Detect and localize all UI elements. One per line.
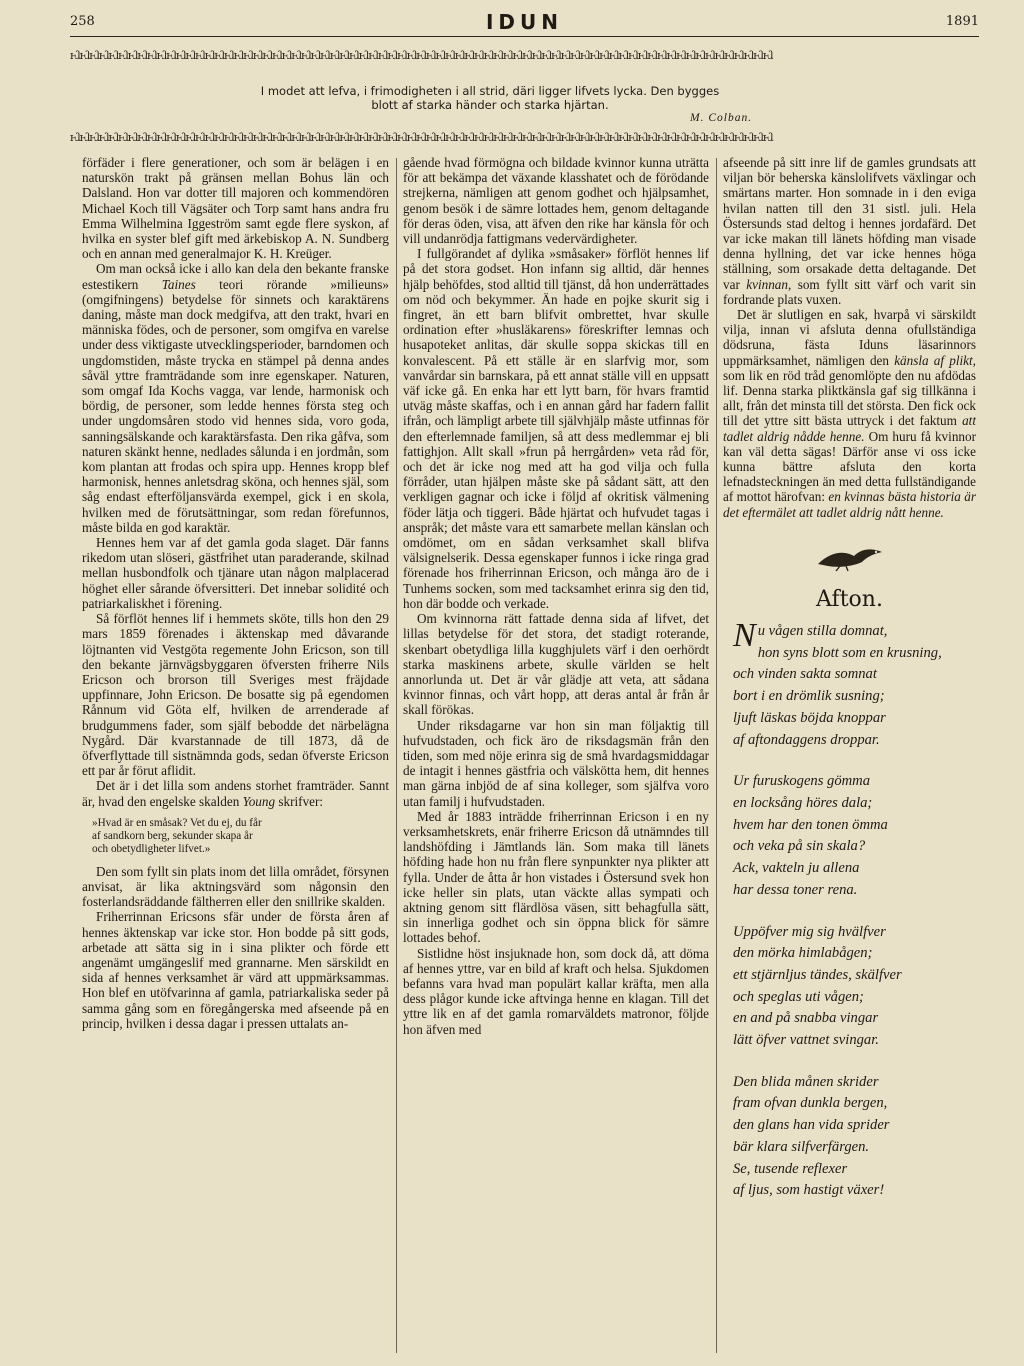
column-rule [716,158,717,1353]
paragraph: Under riksdagarne var hon sin man följaktig till hufvudstaden, och fick äro de riksdagsmän från den tiden, som med nöje erinra sig de små hvardagsmiddagar de intagit i hennes gästfria och välskötta hem, dit hennes man gärna inbjöd de af sina kolleger, som själfva voro utan familj i hufvudstaden. [403,717,709,809]
column-1 [82,155,389,1355]
poem-stanza: N u vågen stilla domnat, hon syns blott som en krusning, och vinden sakta somnat bort i en drömlik susning; ljuft läskas böjda knoppar af aftondaggens droppar. [733,617,942,748]
paragraph: Friherrinnan Ericsons sfär under de första åren af hennes äktenskap var icke stor. Hon bodde på sitt gods, arbetade att sätta sig in i sina plikter och förde ett angenämt umgängeslif med grannarne. Men särskildt en sida af hennes verksamhet är värd att uppmärksammas. Hon blef en utöfvarinna af gamla, patriarkaliska seder på samma gång som en föregångerska med afseende på en princip, hvilken i dessa dagar i pressen uttalats an- [82,909,389,1031]
poem-stanza: Ur furuskogens gömma en locksång höres dala; hvem har den tonen ömma och veka på sin skala? Ack, vakteln ju allena har dessa toner rena. [733,773,888,898]
paragraph: afseende på sitt inre lif de gamles grundsats att viljan bör beherska känslolifvets växlingar och smärtans marter. Hon somnade in i den eviga hvilan natten till den 31 sistl. juli. Hela Östersunds stad deltog i hennes jordafärd. Det var icke makan till länets höfding man visade denna hyllning, det var icke hennes höga ställning, som orsakade detta deltagande. Det var kvinnan, som fyllt sitt värf och varit sin fordrande plats vuxen. [723,155,976,307]
motto-line-2: blott af starka händer och starka hjärtan. [371,98,609,112]
column-rule [396,158,397,1353]
paragraph: I fullgörandet af dylika »småsaker» förflöt hennes lif på det stora godset. Hon infann sig alltid, där hennes hjälp behöfdes, stod alltid till tjänst, då hon underrättades om nöd och bekymmer. Än hade en pojke skurit sig i fingret, än ett barn blifvit ombrettet, hvar skulle ordination efter »husläkarens» föreskrifter lemnas och husapoteket anlitas, där skulle soppa skickas till en konvalescent. På ett ställe är en slarfvig mor, som vanvårdar sin barnskara, på ett annat ställe vill en uppsatt väf icke gå. En enka har ett lytt barn, för hvars framtid utväg måste skaffas, och i en annan gård har fadern fallit ifrån, och lämpligt arbete till självhjälp måste utfinnas för den efterlemnade familjen, så att dess medlemmar ej bli fattighjon. Allt skall »frun på herrgården» veta råd för, och det är icke nog med att ha god vilja och fulla förråder, utan hjälpen måste ske på sådant sätt, att den verkligen gagnar och icke i följd af okritisk välmening föder lätja och tiggeri. Både hjärtat och hufvudet tagas i anspråk; det måste vara ett samarbete mellan känslan och omdömet, om en sådan verksamhet skall blifva välsignelserik. Dessa egenskaper funnos i icke ringa grad förenade hos friherrinnan Ericson, och många äro de i Tunhems socken, som med tacksamhet erinra sig den tid, hon där bodde och verkade. [403,246,709,611]
motto-line-1: I modet att lefva, i frimodigheten i all strid, däri ligger lifvets lycka. Den bygges [260,84,720,98]
bird-vignette-icon [810,542,890,572]
paragraph: Med år 1883 inträdde friherrinnan Ericson i en ny verksamhetskrets, enär friherre Ericson då utnämndes till landshöfding i Jämtlands län. Som maka till länets höfding hade hon nu från flere synpunkter nya plikter att fylla. Under de åtta år hon vistades i Östersund svek hon icke heller sin plats, utan väckte allas sympati och aktning genom sitt flärdlösa väsen, sitt behagfulla sätt, sin innerliga godhet och sin öppna blick för sämre lottades behof. [403,808,709,946]
motto-author: M. Colban. [690,112,753,124]
column-3 [723,155,976,1355]
poem-stanza: Den blida månen skrider fram ofvan dunkla bergen, den glans han vida sprider bär klara silfverfärgen. Se, tusende reflexer af ljus, som hastigt växer! [733,1073,890,1199]
poem [723,617,976,1202]
year: 1891 [945,14,979,29]
paragraph: Om man också icke i allo kan dela den bekante franske estestikern Taines teori rörande »milieuns» (omgifningens) betydelse för sinnets och karaktärens daning, måste man dock medgifva, att den trakt, hvari en människa födes, och de personer, som omgifva en varelse under dess viktigaste utvecklingsperioder, barndomen och ungdomstiden, måste trycka en stämpel på denna andes såväl yttre framträdande som inre egenskaper. Naturen, som omgaf Ida Kochs vagga, var lende, harmonisk och bördig, de personer, som ledde hennes första steg och under ungdomsåren stodo vid hennes sida, voro goda, sanningsälskande och karaktärsfasta. Den rika gåfva, som naturen skänkt henne, nedlades sålunda i en jordmån, som kom plantan att frodas och spira upp. Hennes kropp blef harmonisk, hennes anletsdrag sköna, och hennes själ, som såg endast efterföljansvärda exempel, gick i en skola, hvilken med de förutsättningar, som redan förefunnos, måste bilda en god karaktär. [82,261,389,535]
drop-cap: N [733,617,756,655]
poem-stanza: Uppöfver mig sig hvälfver den mörka himlabågen; ett stjärnljus tändes, skälfver och speglas uti vågen; en and på snabba vingar lätt öfver vattnet svingar. [733,923,902,1049]
paragraph: Sistlidne höst insjuknade hon, som dock då, att döma af hennes yttre, var en bild af kraft och helsa. Sjukdomen befanns vara hvad man populärt kallar kräfta, men alla dess plågor kunde icke aftvinga henne en klagan. Till det yttre lik en af det gamla romarväldets matronor, följde hon äfven med [403,945,709,1037]
poem-title: Afton. [816,586,883,612]
paragraph: Det är i det lilla som andens storhet framträder. Sannt är, hvad den engelske skalden Young skrifver: [82,778,389,809]
paragraph: Den som fyllt sin plats inom det lilla området, försynen anvisat, är lika aktningsvärd som någonsin den fosterlandsräddande fältherren eller den snillrike skalden. [82,863,389,910]
paragraph: Så förflöt hennes lif i hemmets sköte, tills hon den 29 mars 1859 förenades i äktenskap med dåvarande löjtnanten vid Vestgöta regemente John Ericson, son till den bekante järnvägsbyggaren öfversten friherre Nils Ericson och brorson till Sveriges mest fräjdade uppfinnare, John Ericson. De bosatte sig på egendomen Rånnum vid Göta elf, hvilken de arrenderade af brudgummens fader, som själf bebodde det närbelägna Nygård. Där kvarstannade de till 1873, då de öfverflyttade till sistnämnda gods, sedan öfverste Ericson ett par år förut aflidit. [82,611,389,779]
paragraph: Hennes hem var af det gamla goda slaget. Där fanns rikedom utan slöseri, gästfrihet utan paraderande, skilnad mellan husbondfolk och tjänare utan någon malplacerad höghet eller sårande öfversitteri. Det innebar solidité och patriarkaliskhet i förening. [82,535,389,611]
quote: »Hvad är en småsak? Vet du ej, du får af sandkorn berg, sekunder skapa år och obetydligheter lifvet.» [92,816,262,855]
paragraph: gående hvad förmögna och bildade kvinnor kunna uträtta för att bekämpa det växande klasshatet och de förödande strejkerna, nämligen att genom godhet och hjälpsamhet, genom besök i de sämre lottades hem, genom deltagande för deras öden, visa, att äfven den rike har känsla för och vill undanrödja fattigmans vedervärdigheter. [403,155,709,247]
column-2 [403,155,709,1355]
motto [120,84,860,112]
paragraph: Det är slutligen en sak, hvarpå vi särskildt vilja, innan vi afsluta denna ofullständiga dödsruna, fästa Iduns läsarinnors uppmärksamhet, nämligen den känsla af plikt, som lik en röd tråd genomlöpte den nu afdödas lif. Denna starka pliktkänsla gaf sig tillkänna i allt, från det minsta till det största. Den fick ock till det yttre sitt bästa uttryck i det faktum att tadlet aldrig nådde henne. Om huru få kvinnor kan väl detta sägas! Därför anse vi oss icke kunna bättre afsluta den korta lefnadsteckningen än med detta fullständigande af mottot härofvan: en kvinnas bästa historia är det eftermälet att tadlet aldrig nått henne. [723,307,976,520]
ornament-border-middle: ⱶⱹⱶⱹⱶⱹⱶⱹⱶⱹⱶⱹⱶⱹⱶⱹⱶⱹⱶⱹⱶⱹⱶⱹⱶⱹⱶⱹⱶⱹⱶⱹⱶⱹⱶⱹⱶⱹⱶⱹⱶⱹⱶⱹⱶⱹⱶⱹⱶⱹⱶⱹⱶⱹⱶⱹⱶⱹⱶⱹⱶⱹⱶⱹⱶⱹⱶⱹⱶⱹⱶⱹⱶⱹⱶⱹⱶⱹⱶⱹⱶⱹⱶⱹⱶⱹⱶⱹⱶⱹⱶⱹⱶⱹⱶⱹⱶⱹⱶⱹⱶⱹⱶⱹⱶⱹⱶⱹⱶⱹⱶⱹⱶⱹⱶⱹⱶⱹⱶⱹⱶⱹⱶⱹⱶⱹⱶⱹⱶⱹⱶⱹⱶⱹⱶⱹⱶⱹⱶⱹⱶⱹⱶⱹⱶⱹ [70,132,773,144]
header-rule [70,36,979,37]
page-number: 258 [70,14,95,29]
masthead: IDUN [485,10,564,34]
ornament-border-top: ⱶⱹⱶⱹⱶⱹⱶⱹⱶⱹⱶⱹⱶⱹⱶⱹⱶⱹⱶⱹⱶⱹⱶⱹⱶⱹⱶⱹⱶⱹⱶⱹⱶⱹⱶⱹⱶⱹⱶⱹⱶⱹⱶⱹⱶⱹⱶⱹⱶⱹⱶⱹⱶⱹⱶⱹⱶⱹⱶⱹⱶⱹⱶⱹⱶⱹⱶⱹⱶⱹⱶⱹⱶⱹⱶⱹⱶⱹⱶⱹⱶⱹⱶⱹⱶⱹⱶⱹⱶⱹⱶⱹⱶⱹⱶⱹⱶⱹⱶⱹⱶⱹⱶⱹⱶⱹⱶⱹⱶⱹⱶⱹⱶⱹⱶⱹⱶⱹⱶⱹⱶⱹⱶⱹⱶⱹⱶⱹⱶⱹⱶⱹⱶⱹⱶⱹⱶⱹⱶⱹⱶⱹⱶⱹⱶⱹ [70,50,773,62]
paragraph: Om kvinnorna rätt fattade denna sida af lifvet, det lillas betydelse för det stora, det stadigt roterande, skenbart obetydliga lilla kugghjulets värf i den oerhördt starka maskinens arbete, skulle världen se helt annorlunda ut. Det är vår glädje att veta, att sådana kvinnor finnas, och vårt hopp, att deras antal år från år skall förökas. [403,611,709,718]
paragraph: förfäder i flere generationer, och som är belägen i en naturskön trakt på gränsen mellan Bohus län och Dalsland. Hon var dotter till majoren och kommendören Michael Koch till Vägsäter och Torp samt hans andra fru Emma Wilhelmina Iggeström samt egde flere syskon, af hvilka en syster blef gift med ärkebiskop A. N. Sundberg och en annan med generalmajor K. H. Kreüger. [82,155,389,262]
